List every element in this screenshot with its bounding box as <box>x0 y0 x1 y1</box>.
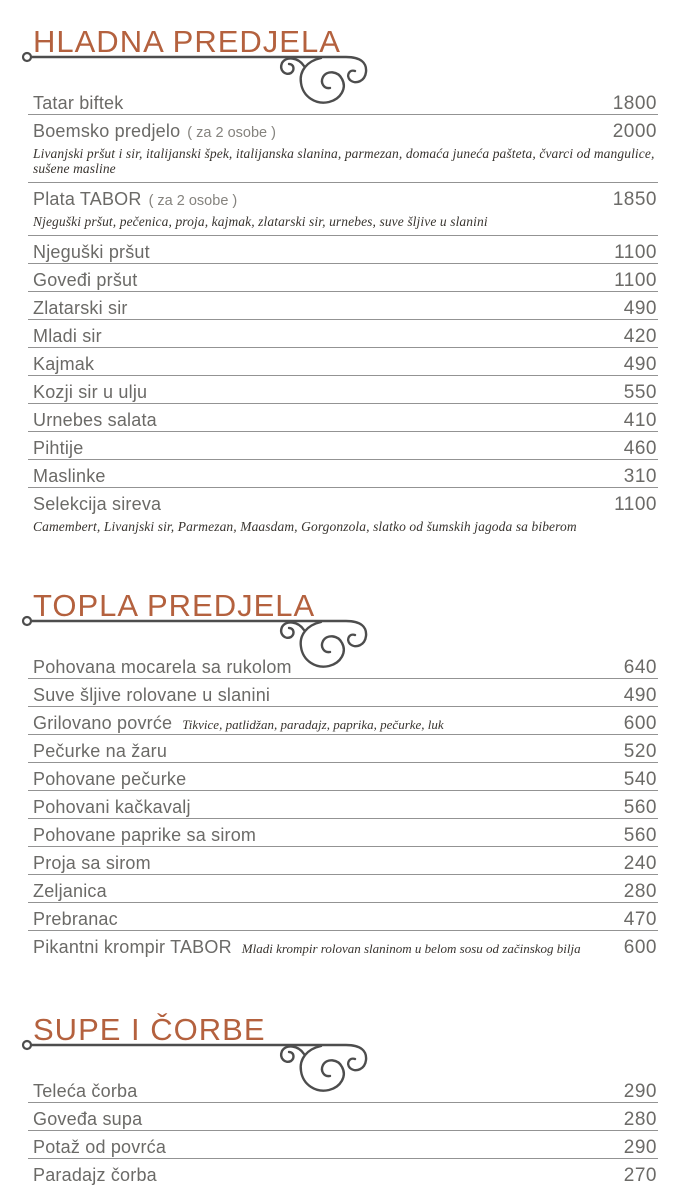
menu-item <box>28 376 658 404</box>
menu-item <box>28 404 658 432</box>
item-name: Pikantni krompir TABOR <box>33 937 232 957</box>
menu-item-row <box>28 707 658 734</box>
menu-section <box>28 590 658 958</box>
menu-item-row <box>28 432 658 459</box>
menu-item <box>28 488 658 534</box>
menu-item-row <box>28 87 658 114</box>
item-price: 560 <box>623 825 657 846</box>
item-name: Pohovane paprike sa sirom <box>33 825 257 845</box>
item-serving-note: ( za 2 osobe ) <box>187 125 276 141</box>
item-description: Camembert, Livanjski sir, Parmezan, Maasdam, Gorgonzola, slatko od šumskih jagoda sa biberom <box>33 519 577 534</box>
menu-item <box>28 707 658 735</box>
item-name: Maslinke <box>33 466 106 486</box>
menu-item-row <box>28 735 658 762</box>
item-name: Pohovana mocarela sa rukolom <box>33 657 292 677</box>
menu-item <box>28 348 658 376</box>
menu-item-row <box>28 679 658 706</box>
menu-item <box>28 763 658 791</box>
menu-item <box>28 1131 658 1159</box>
section-items <box>28 651 658 958</box>
menu-item <box>28 432 658 460</box>
menu-section <box>28 1014 658 1186</box>
menu-item <box>28 903 658 931</box>
item-name: Tatar biftek <box>33 93 124 113</box>
menu-item-row <box>28 847 658 874</box>
item-serving-note: ( za 2 osobe ) <box>148 193 238 209</box>
menu-item-row <box>28 931 658 958</box>
item-price: 490 <box>623 298 657 319</box>
item-name: Suve šljive rolovane u slanini <box>33 685 271 705</box>
menu-item <box>28 791 658 819</box>
item-name: Paradajz čorba <box>33 1165 157 1185</box>
item-name: Pečurke na žaru <box>33 741 168 761</box>
menu-item <box>28 1159 658 1186</box>
menu-item-row <box>28 763 658 790</box>
item-name: Selekcija sireva <box>33 494 162 514</box>
section-items <box>28 87 658 534</box>
item-name: Zlatarski sir <box>33 298 128 318</box>
item-name: Urnebes salata <box>33 410 157 430</box>
menu-item <box>28 847 658 875</box>
item-name: Plata TABOR <box>33 189 142 209</box>
menu-item-row <box>28 488 658 515</box>
menu-item-row <box>28 236 658 263</box>
menu-item <box>28 735 658 763</box>
item-price: 600 <box>623 937 657 958</box>
menu-item <box>28 875 658 903</box>
menu-item <box>28 931 658 958</box>
item-price: 550 <box>623 382 657 403</box>
menu-item-row <box>28 404 658 431</box>
item-price: 1850 <box>612 189 657 210</box>
item-price: 560 <box>623 797 657 818</box>
item-price: 520 <box>623 741 657 762</box>
item-inline-description: Tikvice, patlidžan, paradajz, paprika, pečurke, luk <box>182 717 444 732</box>
item-price: 1800 <box>612 93 657 114</box>
item-price: 270 <box>623 1165 657 1186</box>
menu-item <box>28 819 658 847</box>
item-description: Livanjski pršut i sir, italijanski špek, italijanska slanina, parmezan, domaća juneća pašteta, čvarci od mangulice, sušene masline <box>33 146 655 176</box>
menu-item-row <box>28 292 658 319</box>
item-name: Potaž od povrća <box>33 1137 167 1157</box>
item-name: Grilovano povrće <box>33 713 173 733</box>
item-price: 490 <box>623 354 657 375</box>
item-name: Proja sa sirom <box>33 853 151 873</box>
menu-item-row <box>28 651 658 678</box>
menu-item <box>28 1075 658 1103</box>
item-name: Kajmak <box>33 354 95 374</box>
menu-item-row <box>28 1075 658 1102</box>
item-name: Goveđa supa <box>33 1109 143 1129</box>
menu-item-row <box>28 115 658 142</box>
menu-item-row <box>28 875 658 902</box>
section-title: HLADNA PREDJELA <box>33 24 341 59</box>
item-price: 640 <box>623 657 657 678</box>
menu-item <box>28 651 658 679</box>
item-price: 240 <box>623 853 657 874</box>
item-price: 310 <box>623 466 657 487</box>
menu-item <box>28 264 658 292</box>
item-price: 540 <box>623 769 657 790</box>
item-price: 460 <box>623 438 657 459</box>
menu-item-row <box>28 376 658 403</box>
menu-section <box>28 26 658 534</box>
item-name: Boemsko predjelo <box>33 121 181 141</box>
item-price: 280 <box>623 1109 657 1130</box>
menu-item-row <box>28 460 658 487</box>
menu-item-row <box>28 183 658 210</box>
item-name: Prebranac <box>33 909 118 929</box>
item-name: Pihtije <box>33 438 84 458</box>
section-title: TOPLA PREDJELA <box>33 588 316 623</box>
item-price: 600 <box>623 713 657 734</box>
menu-item <box>28 115 658 183</box>
menu-item-row <box>28 1103 658 1130</box>
item-price: 420 <box>623 326 657 347</box>
item-description: Njeguški pršut, pečenica, proja, kajmak, zlatarski sir, urnebes, suve šljive u slanini <box>33 214 488 229</box>
item-inline-description: Mladi krompir rolovan slaninom u belom sosu od začinskog bilja <box>241 941 581 956</box>
item-name: Pohovane pečurke <box>33 769 187 789</box>
section-items <box>28 1075 658 1186</box>
menu-item-row <box>28 819 658 846</box>
item-name: Mladi sir <box>33 326 102 346</box>
menu-item-row <box>28 1159 658 1186</box>
item-name: Zeljanica <box>33 881 107 901</box>
section-divider <box>28 621 658 651</box>
item-price: 1100 <box>614 494 657 515</box>
item-price: 1100 <box>614 242 657 263</box>
menu-item <box>28 679 658 707</box>
item-price: 280 <box>623 881 657 902</box>
item-price: 290 <box>623 1137 657 1158</box>
item-name: Goveđi pršut <box>33 270 138 290</box>
item-name: Njeguški pršut <box>33 242 150 262</box>
menu-item-row <box>28 320 658 347</box>
menu-item-row <box>28 1131 658 1158</box>
menu-item <box>28 320 658 348</box>
item-price: 290 <box>623 1081 657 1102</box>
section-divider <box>28 1045 658 1075</box>
menu-item-row <box>28 348 658 375</box>
menu-sections <box>28 26 658 1186</box>
item-price: 490 <box>623 685 657 706</box>
menu-item <box>28 183 658 236</box>
menu-item <box>28 292 658 320</box>
menu-item-row <box>28 791 658 818</box>
section-divider <box>28 57 658 87</box>
item-price: 410 <box>623 410 657 431</box>
menu-item <box>28 87 658 115</box>
menu-item-row <box>28 903 658 930</box>
section-title: SUPE I ČORBE <box>33 1012 266 1047</box>
item-price: 2000 <box>612 121 657 142</box>
menu-item <box>28 1103 658 1131</box>
item-price: 1100 <box>614 270 657 291</box>
item-name: Kozji sir u ulju <box>33 382 148 402</box>
menu-item <box>28 236 658 264</box>
item-price: 470 <box>623 909 657 930</box>
item-name: Teleća čorba <box>33 1081 138 1101</box>
menu-item <box>28 460 658 488</box>
menu-item-row <box>28 264 658 291</box>
item-name: Pohovani kačkavalj <box>33 797 191 817</box>
